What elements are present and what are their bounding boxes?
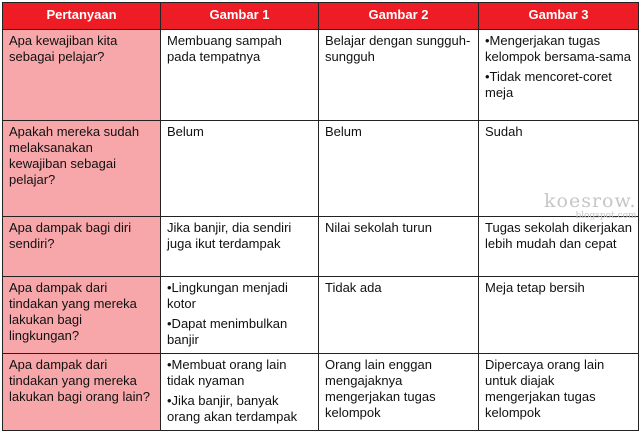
question-cell [3, 277, 161, 354]
question-text: Apa dampak bagi diri sendiri? [9, 220, 132, 251]
cell-text: Sudah [485, 124, 523, 139]
cell-text: •Jika banjir, banyak orang akan terdampak [167, 393, 298, 424]
gambar-3-cell [479, 30, 639, 121]
cell-text: Belum [325, 124, 362, 139]
table-row [3, 217, 639, 277]
cell-text: Jika banjir, dia sendiri juga ikut terdampak [167, 220, 292, 251]
gambar-1-cell [161, 354, 319, 431]
cell-text: Orang lain enggan mengajaknya mengerjakan tugas kelompok [325, 357, 436, 420]
cell-text: •Tidak mencoret-coret meja [485, 69, 612, 100]
cell-text: Belum [167, 124, 204, 139]
gambar-2-cell [319, 121, 479, 217]
gambar-1-cell [161, 217, 319, 277]
gambar-3-cell [479, 354, 639, 431]
cell-text: Membuang sampah pada tempatnya [167, 33, 282, 64]
header-gambar-1: Gambar 1 [161, 3, 319, 30]
cell-text: Dipercaya orang lain untuk diajak mengerjakan tugas kelompok [485, 357, 605, 420]
cell-text: •Membuat orang lain tidak nyaman [167, 357, 287, 388]
watermark [544, 192, 637, 221]
question-cell [3, 30, 161, 121]
cell-text: Tugas sekolah dikerjakan lebih mudah dan cepat [485, 220, 632, 251]
question-cell [3, 121, 161, 217]
gambar-2-cell [319, 30, 479, 121]
gambar-1-cell [161, 277, 319, 354]
cell-text: •Mengerjakan tugas kelompok bersama-sama [485, 33, 631, 64]
table-row [3, 277, 639, 354]
gambar-1-cell [161, 121, 319, 217]
header-pertanyaan: Pertanyaan [3, 3, 161, 30]
question-text: Apakah mereka sudah melaksanakan kewajiban sebagai pelajar? [9, 124, 140, 187]
watermark-sub: blogspot.com [575, 211, 637, 221]
question-text: Apa kewajiban kita sebagai pelajar? [9, 33, 118, 64]
gambar-2-cell [319, 354, 479, 431]
table-row [3, 354, 639, 431]
header-gambar-2: Gambar 2 [319, 3, 479, 30]
gambar-3-cell [479, 277, 639, 354]
header-gambar-3: Gambar 3 [479, 3, 639, 30]
gambar-2-cell [319, 217, 479, 277]
question-text: Apa dampak dari tindakan yang mereka lakukan bagi lingkungan? [9, 280, 137, 343]
table-row [3, 30, 639, 121]
watermark-main: koesrow. [544, 190, 637, 212]
header-row [3, 3, 639, 30]
question-text: Apa dampak dari tindakan yang mereka lakukan bagi orang lain? [9, 357, 150, 404]
question-cell [3, 217, 161, 277]
question-cell [3, 354, 161, 431]
cell-text: Meja tetap bersih [485, 280, 585, 295]
cell-text: •Lingkungan menjadi kotor [167, 280, 288, 311]
gambar-3-cell [479, 217, 639, 277]
cell-text: Nilai sekolah turun [325, 220, 432, 235]
cell-text: Belajar dengan sungguh-sungguh [325, 33, 471, 64]
cell-text: Tidak ada [325, 280, 382, 295]
cell-text: •Dapat menimbulkan banjir [167, 316, 288, 347]
gambar-2-cell [319, 277, 479, 354]
gambar-1-cell [161, 30, 319, 121]
